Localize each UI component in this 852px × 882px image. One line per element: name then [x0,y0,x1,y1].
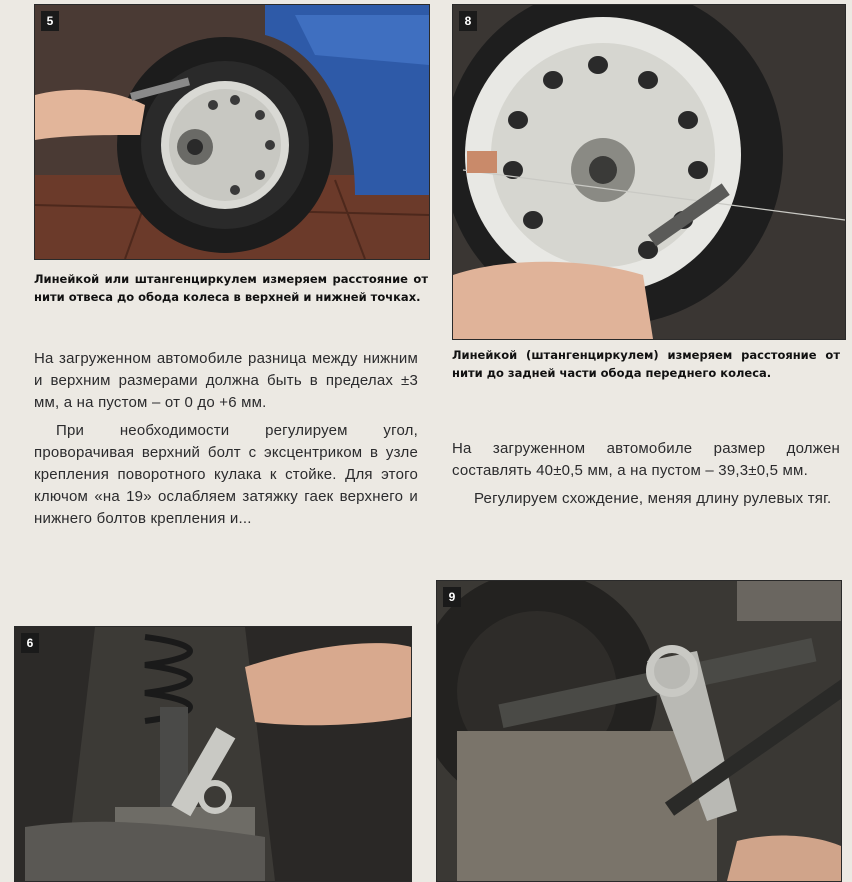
photo-tie-rod-wrench-image [437,581,841,881]
photo-wheel-measure-image [35,5,429,259]
left-body-text [34,348,418,530]
caption-photo-8: Линейкой (штангенциркулем) измеряем расстояние от нити до задней части обода переднего колеса. [452,348,840,380]
right-paragraph-1: На загруженном автомобиле размер должен составлять 40±0,5 мм, а на пустом – 39,3±0,5 мм. [452,440,840,479]
right-paragraph-2: Регулируем схождение, меняя длину рулевых тяг. [474,490,832,507]
photo-strut-wrench-image [15,627,411,881]
right-body-text [452,438,840,510]
photo-strut-wrench [14,626,412,882]
photo-wheel-measure [34,4,430,260]
photo-rim-measure [452,4,846,340]
photo-number-badge: 6 [21,633,39,653]
left-paragraph-2: При необходимости регулируем угол, проворачивая верхний болт с эксцентриком в узле крепления поворотного кулака к стойке. Для этого ключом «на 19» ослабляем затяжку гаек верхнего и нижнего болтов крепления и... [34,422,418,527]
photo-number-badge: 8 [459,11,477,31]
photo-number-badge: 5 [41,11,59,31]
photo-number-badge: 9 [443,587,461,607]
photo-rim-measure-image [453,5,845,339]
photo-tie-rod-wrench [436,580,842,882]
caption-photo-5: Линейкой или штангенциркулем измеряем расстояние от нити отвеса до обода колеса в верхней и нижней точках. [34,272,428,304]
left-paragraph-1: На загруженном автомобиле разница между нижним и верхним размерами должна быть в пределах ±3 мм, а на пустом – от 0 до +6 мм. [34,350,418,411]
